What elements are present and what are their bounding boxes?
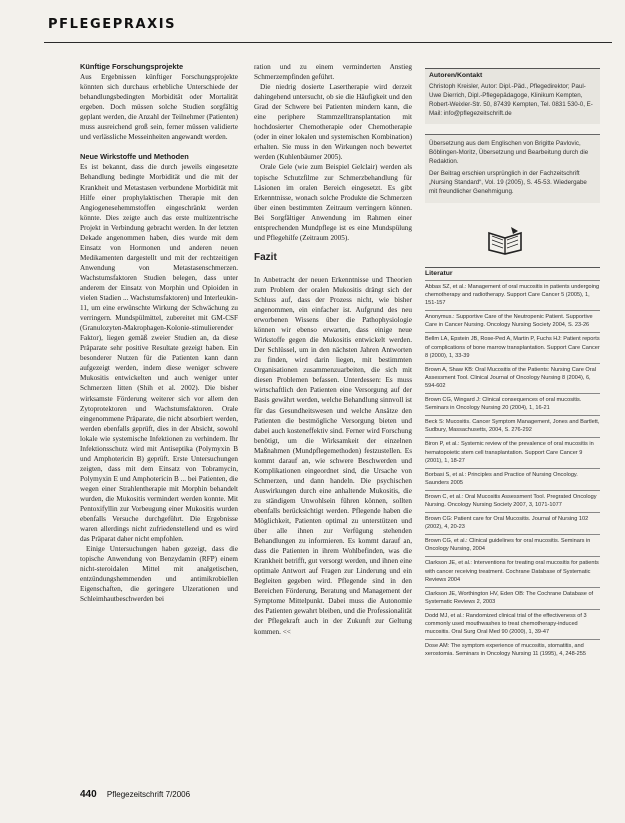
reference-text: Bellm LA, Epstein JB, Rose-Ped A, Martin P, Fuchs HJ: Patient reports of complications of bone marrow transplantation. Support Care Cancer 8 (2000), 1, 33-39	[425, 336, 600, 359]
reference-item	[425, 280, 600, 310]
note-box	[425, 134, 600, 203]
text-column-1	[80, 62, 238, 774]
reference-item	[425, 363, 600, 393]
text-column-2	[254, 62, 412, 778]
reference-text: Beck S: Mucositis. Cancer Symptom Management, Jones and Bartlett, Sudbury, Massachusetts, 2004, S. 276-292	[425, 419, 600, 434]
journal-name: Pflegezeitschrift 7/2006	[106, 790, 191, 799]
reference-item	[425, 468, 600, 490]
reference-text: Brown C, et al.: Oral Mucositis Assessment Tool. Pregrated Oncology Nursing. Oncology Nursing Society 2007, 3, 1071-1077	[425, 493, 597, 508]
reference-item	[425, 512, 600, 534]
reference-text: Biron P, et al.: Systemic review of the prevalence of oral mucositis in hematopoietic stem cell transplantation. Support Care Cancer 9 (2001), 1, 18-27	[425, 441, 594, 464]
reference-item	[425, 490, 600, 512]
reference-text: Anonymus.: Supportive Care of the Neutropenic Patient. Supportive Care in Cancer Nursing. Oncology Nursing Society 2004, S. 23-26	[425, 314, 593, 329]
paragraph: ration und zu einem verminderten Anstieg Schmerzempfinden geführt.	[254, 63, 412, 82]
reference-item	[425, 332, 600, 362]
translation-note: Übersetzung aus dem Englischen von Brigitte Pavlovic, Böblingen-Moritz, Übersetzung und Bearbeitung durch die Redaktion.	[429, 140, 589, 165]
reference-text: Clarkson JE, et al.: Interventions for treating oral mucositis for patients with cancer receiving treatment. Cochrane Database of Systematic Reviews 2004	[425, 560, 599, 583]
sidebar	[425, 68, 600, 661]
reference-item	[425, 310, 600, 332]
reference-text: Dodd MJ, et al.: Randomized clinical trial of the effectiveness of 3 commonly used mouthwashes to treat chemotherapy-induced mucositis. Oral Surg Oral Med 90 (2000), 1, 39-47	[425, 612, 587, 636]
paragraph: Es ist bekannt, dass die durch jeweils eingesetzte Behandlung bedingte Morbidität und die mit der Krankheit und Metastasen verbundene Morbidität mit Hilfe einer prophylaktischen Therapie mit den Angiogenesehemmstoffen eingeschränkt werden könnte. Dies zeigte auch das erste multizentrische Projekt in Verbindung gebracht werden. In der letzten Dekade angenommen haben, dies wurde mit dem Einsatz von Hormonen und anderen neuen Medikamenten dargestellt und mit der rechtzeitigen Anwendung von Metastasenschmerzen. Wachstumsfaktoren Studien belegen, dass unter anderem der Einsatz von Morphin und Opioiden in vielen Stadien ... Wachstumsfaktoren) und Interleukin-11, um eine erwünschte Wirkung der Schwächung zu verringern. Mundspülmittel, zubereitet mit GM-CSF (Granulozyten-Makrophagen-Kolonie-stimulierender Faktor), liegen gemäß zweier Studien an, da diese Präparate sehr positive Resultate gezeigt haben. Ein besonderer Nutzen für die Patienten kann dann aufgezeigt werden, indem diese weniger schwere Mukositis entwickelten und auch weniger unter Schmerzen litten (Shih et al. 2002). Die bisher wirksamste Förderung weiterer sich vor allem den Zytoprotektoren und Wachstumsfaktoren. Orale eingenommene Präparate, die nicht absorbiert werden, werden ebenfalls geprüft, dies in der Absicht, sowohl lokale wie systemische Infektionen zu verhindern. Ihr Infektionsschutz wird mit Antiseptika (Polymyxin B und Amphotericin B) geprüft. Erste Untersuchungen zeigten, dass mit dem Einsatz von Tobramycin, Polymyxin E und Amphotericin B ... bei Patienten, die wegen einer Strahlentherapie mit Morphin behandelt wurden, die Mukositis vermindert werden konnte. Mit Pentoxifyllin zur Vorbeugung einer Mukositis wurden ebenfalls Versuche durchgeführt. Die Ergebnisse waren allerdings nicht zufriedenstellend und es wird das Präparat daher nicht empfohlen.	[80, 163, 238, 544]
paragraph: Einige Untersuchungen haben gezeigt, dass die topische Anwendung von Benzydamin (RFP) einem nicht-steroidalen Mittel mit analgetischen, entzündungshemmenden und antimikrobiellen Eigenschaften, die geringere Ulzerationen und Schleimhautbeschwerden bei	[80, 545, 238, 604]
reference-text: Brown A, Shaw KB: Oral Mucositis of the Patients: Nursing Care Oral Assessment Tool. Clinical Journal of Oncology Nursing 8 (2004), 6, 594-602	[425, 366, 596, 389]
reference-text: Dose AM: The symptom experience of mucositis, stomatitis, and xerostomia. Seminars in Oncology Nursing 11 (1995), 4, 248-255	[425, 643, 586, 658]
reference-text: Clarkson JE, Worthington HV, Eden OB: The Cochrane Database of Systematic Reviews 2, 2003	[425, 590, 594, 605]
reference-item	[425, 609, 600, 639]
reference-text: Brown CG, Wingard J: Clinical consequences of oral mucositis. Seminars in Oncology Nursing 20 (2004), 1, 16-21	[425, 397, 582, 412]
open-book-icon	[485, 225, 525, 255]
paragraph: In Anbetracht der neuen Erkenntnisse und Theorien zum Problem der oralen Mukositis drängt sich der Schluss auf, dass der Prozess nicht, wie bisher angenommen, ein einfacher ist. Aufgrund des neu erworbenen Wissens über die Pathophysiologie können wir ebenso erwarten, dass einige neue Wirkstoffe gegen die Mukositis entwickelt werden. Der Schlüssel, um in den nächsten Jahren Antworten zu finden, wird darin liegen, mit bestimmten Organisationen zusammenzuarbeiten, die sich mit diesen Problemen befassen. Unterdessen: Es muss wirtschaftlich den Patienten eine Versorgung auf der Basis gewährt werden, welche Behandlung sinnvoll ist für das Gesundheitswesen und welche Ansätze den Patienten die bestmögliche Versorgung bieten und dabei auch kosteneffektiv sind. Ferner wird Forschung benötigt, um die Wirksamkeit der einzelnen Maßnahmen (Mundpflegemethoden) festzustellen. Es kommt darauf an, wie schwere Beschwerden und Komplikationen eingeordnet sind, die Ursache von Schmerzen, und dann handeln. Die psychischen Auswirkungen durch eine anhaltende Mukositis, die zu ständigem Unwohlsein führen können, sollten ebenfalls berücksichtigt werden. Pflegende haben die Möglichkeit, Patienten optimal zu unterstützen und über alle ihnen zur Verfügung stehenden Behandlungen zu informieren. Es kommt darauf an, dass die Patienten in ihrem Wohlbefinden, was die Krankheit betrifft, gut versorgt werden, und ihnen eine optimale Antwort auf Fragen zur Linderung und ein Begleiten gegeben wird. Pflegende sind in den Bereichen Förderung, Beratung und Management der Symptome Mittelpunkt. Dabei muss die Autonomie des Patienten gewahrt bleiben, und die Professionalität der Pflegekraft auch in der Zukunft zur Geltung kommen. <<	[254, 275, 412, 636]
subheading: Neue Wirkstoffe und Methoden	[80, 152, 189, 162]
reference-text: Borbasi S, et al.: Principles and Practice of Nursing Oncology. Saunders 2005	[425, 471, 578, 486]
reference-item	[425, 534, 600, 556]
page-header	[44, 14, 612, 43]
reference-item	[425, 415, 600, 437]
contact-box	[425, 68, 600, 124]
reference-item	[425, 556, 600, 586]
reference-item	[425, 437, 600, 467]
page-footer	[80, 789, 190, 800]
paragraph: Aus Ergebnissen künftiger Forschungsprojekte könnten sich durchaus erhebliche Unterschiede der behandlungsbedingten Morbidität oder Mortalität ergeben. Doch müssen solche Studien sorgfältig geplant werden, die Anzahl der Teilnehmer (Patienten) muss ausreichend groß sein, ferner müssen validierte und verlässliche Messeinheiten angewandt werden.	[80, 73, 238, 142]
fazit-heading: Fazit	[254, 251, 277, 263]
page-number: 440	[80, 789, 97, 800]
reference-item	[425, 587, 600, 609]
contact-heading: Autoren/Kontakt	[429, 72, 483, 79]
subheading: Künftige Forschungsprojekte	[80, 62, 184, 71]
source-note: Der Beitrag erschien ursprünglich in der Fachzeitschrift „Nursing Standard“, Vol. 19 (2005), S. 45-53. Wiedergabe mit freundlicher Genehmigung.	[429, 170, 587, 195]
paragraph: Die niedrig dosierte Lasertherapie wird derzeit dahingehend untersucht, ob sie die Häufigkeit und den Grad der Schwere bei Patienten mindern kann, die eine periphere Stammzelltransplantation mit hochdosierter Chemotherapie oder Chemotherapie (oder in einer lokalen und systemischen Kombination) erhalten. Sie muss in den Wirkungen noch bewertet werden (Kuhlenbäumer 2005).	[254, 83, 412, 162]
reference-item	[425, 639, 600, 661]
reference-text: Abbas SZ, et al.: Management of oral mucositis in patients undergoing chemotherapy and radiotherapy. Support Care Cancer 5 (2005), 1, 151-157	[425, 284, 600, 307]
reference-text: Brown CG: Patient care for Oral Mucositis. Journal of Nursing 102 (2002), 4, 20-23	[425, 516, 589, 531]
reference-item	[425, 393, 600, 415]
paragraph: Orale Gele (wie zum Beispiel Gelclair) werden als topische Schutzfilme zur Schmerzbehandlung für Läsionen im oralen Bereich eingesetzt. Es gibt Erkenntnisse, wonach solche Produkte die Schmerzen über einen bestimmten Zeitraum verringern können. Bei Sorgfältiger Anwendung im Rahmen einer entsprechenden Mundpflege ist es eine Mundspülung und Pflegehilfe (Zeitraum 2005).	[254, 163, 412, 242]
section-title: PFLEGEPRAXIS	[48, 17, 177, 32]
literature-heading: Literatur	[425, 270, 453, 277]
reference-list	[425, 280, 600, 661]
literature-header	[425, 267, 600, 277]
contact-text: Christoph Kreisler, Autor: Dipl.-Päd., Pflegedirektor; Paul-Uwe Dierrich, Dipl.-Pflegepädagoge, Klinikum Kempten, Robert-Weixler-Str. 50, 87439 Kempten, Tel. 0831 530-0, E-Mail: info@pflegezeitschrift.de	[429, 83, 593, 117]
reference-text: Brown CG, et al.: Clinical guidelines for oral mucositis. Seminars in Oncology Nursing, 2004	[425, 538, 591, 553]
